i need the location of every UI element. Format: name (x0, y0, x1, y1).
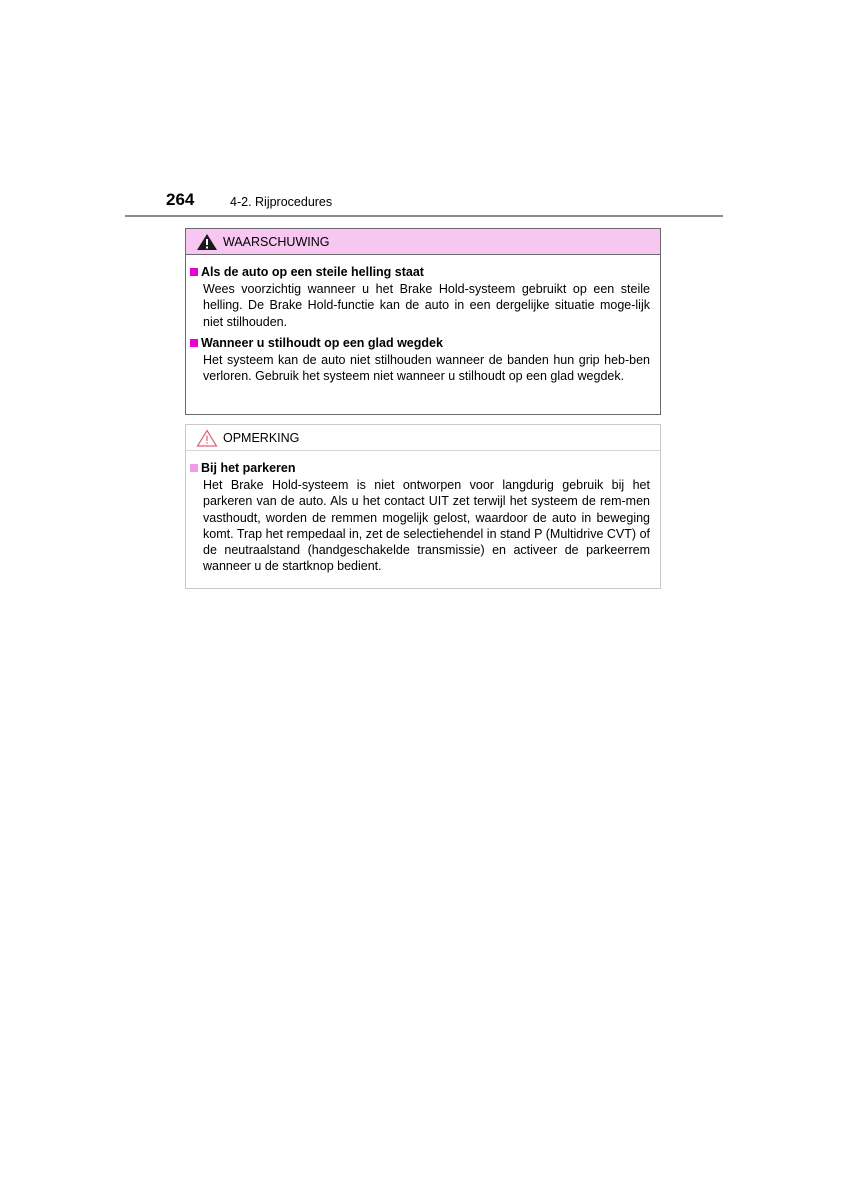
warning-item-text: Het systeem kan de auto niet stilhouden wanneer de banden hun grip heb-ben verloren. Gebruik het systeem niet wanneer u stilhoudt op een glad wegdek. (203, 352, 650, 384)
caution-triangle-outline-icon (196, 429, 218, 447)
header-divider (125, 215, 723, 217)
warning-item-heading (190, 264, 650, 280)
warning-item-text: Wees voorzichtig wanneer u het Brake Hold-systeem gebruikt op een steile helling. De Brake Hold-functie kan de auto in een dergelijke situatie moge-lijk niet stilhouden. (203, 282, 650, 329)
note-title: OPMERKING (223, 430, 300, 445)
warning-triangle-icon (196, 233, 218, 251)
warning-body (186, 255, 660, 384)
warning-item-heading-text: Wanneer u stilhoudt op een glad wegdek (201, 335, 443, 350)
warning-title: WAARSCHUWING (223, 234, 330, 249)
warning-header (186, 229, 660, 255)
warning-box (185, 228, 661, 415)
note-box (185, 424, 661, 589)
square-bullet-icon (190, 339, 198, 347)
section-title: 4-2. Rijprocedures (230, 195, 333, 209)
warning-item-heading-text: Als de auto op een steile helling staat (201, 265, 424, 279)
page-number: 264 (166, 190, 195, 209)
square-bullet-icon (190, 464, 198, 472)
note-item-heading-text: Bij het parkeren (201, 461, 296, 475)
note-item-text: Het Brake Hold-systeem is niet ontworpen voor langdurig gebruik bij het parkeren van de auto. Als u het contact UIT zet terwijl het systeem de rem-men vasthoudt, worden de remmen mogelijk gelost, waardoor de auto in beweging komt. Trap het rempedaal in, zet de selectiehendel in stand P (Multidrive CVT) of de neutraalstand (handgeschakelde transmissie) en activeer de parkeerrem wanneer u de startknop bedient. (203, 478, 650, 574)
square-bullet-icon (190, 268, 198, 276)
note-item-heading (190, 460, 650, 476)
warning-item-heading (190, 335, 650, 351)
note-body (186, 451, 660, 575)
note-header (186, 425, 660, 451)
